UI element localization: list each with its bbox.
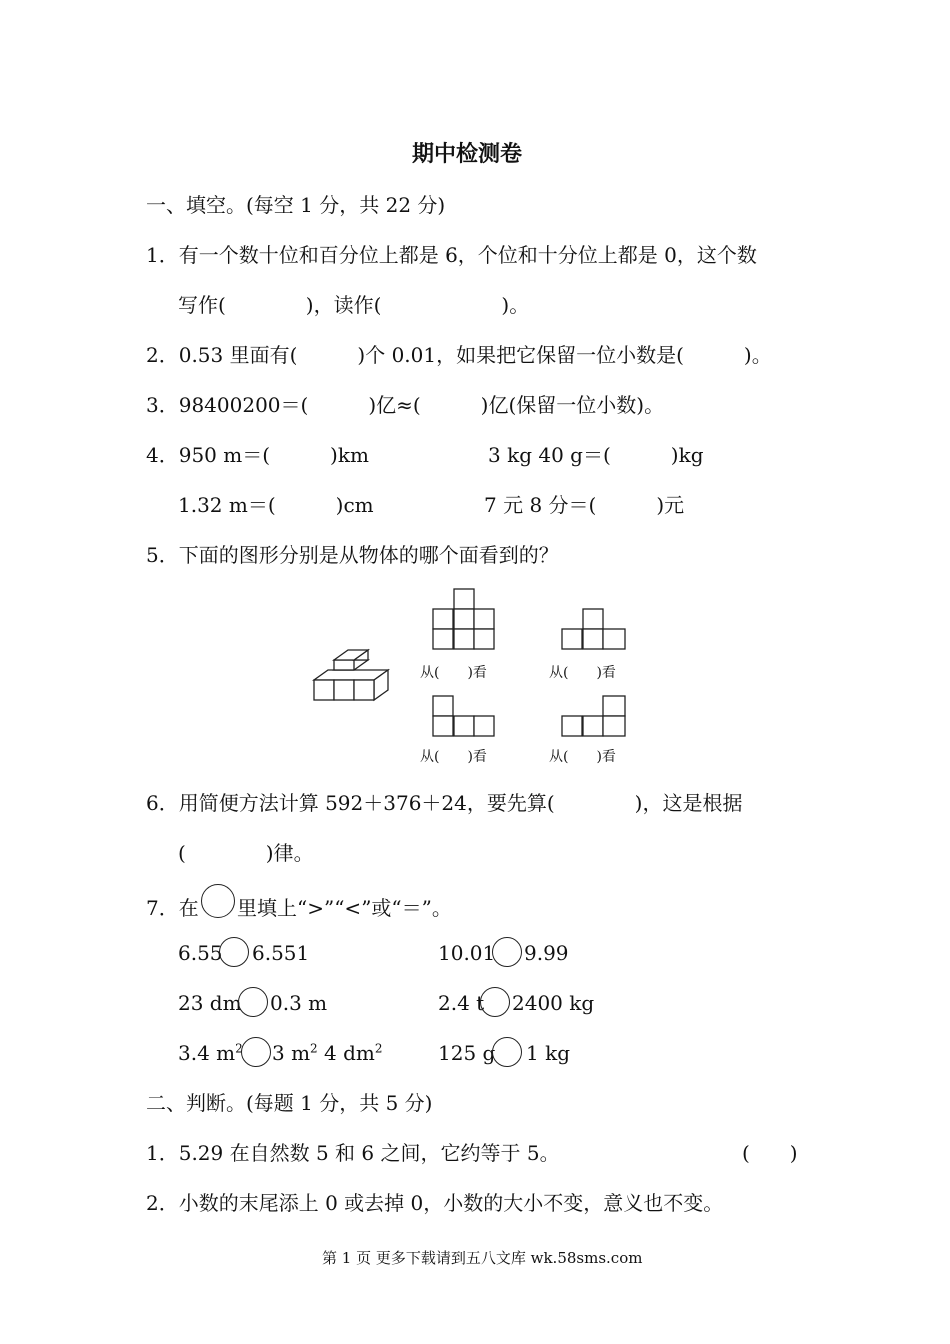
compare-circle-input[interactable] xyxy=(219,937,249,967)
section2-heading: 二、判断。(每题 1 分，共 5 分) xyxy=(146,1091,433,1115)
q6-line2: ( )律。 xyxy=(178,841,314,865)
view-label-3: 从( )看 xyxy=(420,749,487,765)
view-figure-1 xyxy=(432,588,496,652)
cmp-right: 0.3 m xyxy=(270,991,328,1015)
view-label-2: 从( )看 xyxy=(549,665,616,681)
cmp-right: 6.551 xyxy=(252,941,310,965)
superscript-2: 2 xyxy=(310,1041,318,1056)
judge-q2: 2．小数的末尾添上 0 或去掉 0，小数的大小不变，意义也不变。 xyxy=(146,1191,724,1215)
cmp-area-left: 3.4 m xyxy=(178,1041,236,1065)
q4-d: 7 元 8 分＝( )元 xyxy=(484,493,685,517)
page-footer: 第 1 页 更多下载请到五八文库 wk.58sms.com xyxy=(322,1249,643,1267)
q1-line1: 1．有一个数十位和百分位上都是 6，个位和十分位上都是 0，这个数 xyxy=(146,243,757,267)
cmp-right: 2400 kg xyxy=(512,991,595,1015)
cmp-right: 9.99 xyxy=(524,941,569,965)
judge-q1-answer-paren[interactable]: ( ) xyxy=(742,1141,798,1165)
superscript-2: 2 xyxy=(374,1041,383,1056)
q7-prefix: 7．在 xyxy=(146,896,199,920)
cube-object-figure xyxy=(312,648,392,703)
q3: 3．98400200＝( )亿≈( )亿(保留一位小数)。 xyxy=(146,393,665,417)
cmp-area-right-b: 4 dm xyxy=(317,1041,375,1065)
page-title: 期中检测卷 xyxy=(412,142,523,167)
compare-circle-input[interactable] xyxy=(238,987,268,1017)
view-figure-4 xyxy=(561,695,627,739)
q1-line2: 写作( )，读作( )。 xyxy=(178,293,530,317)
section1-heading: 一、填空。(每空 1 分，共 22 分) xyxy=(146,193,446,217)
judge-q1: 1．5.29 在自然数 5 和 6 之间，它约等于 5。 xyxy=(146,1141,560,1165)
view-figure-3 xyxy=(432,695,496,739)
compare-circle-input[interactable] xyxy=(241,1037,271,1067)
compare-circle-input[interactable] xyxy=(492,937,522,967)
q7-suffix: 里填上“>”“<”或“＝”。 xyxy=(237,896,452,920)
cmp-area-right-a: 3 m xyxy=(272,1041,311,1065)
cmp-left: 2.4 t xyxy=(438,991,485,1015)
cmp-left xyxy=(178,1040,243,1066)
cmp-left: 6.55 xyxy=(178,941,223,965)
q4-c: 1.32 m＝( )cm xyxy=(178,493,374,517)
q4-a: 4．950 m＝( )km xyxy=(146,443,369,467)
q4-b: 3 kg 40 g＝( )kg xyxy=(488,443,704,467)
view-label-1: 从( )看 xyxy=(420,665,487,681)
cmp-left: 23 dm xyxy=(178,991,242,1015)
cmp-right xyxy=(272,1040,383,1066)
q2: 2．0.53 里面有( )个 0.01，如果把它保留一位小数是( )。 xyxy=(146,343,772,367)
view-label-4: 从( )看 xyxy=(549,749,616,765)
circle-icon xyxy=(201,884,235,918)
cmp-left: 10.01 xyxy=(438,941,496,965)
view-figure-2 xyxy=(561,608,627,652)
cmp-right: 1 kg xyxy=(526,1041,571,1065)
q6-line1: 6．用简便方法计算 592＋376＋24，要先算( )，这是根据 xyxy=(146,791,743,815)
cmp-left: 125 g xyxy=(438,1041,496,1065)
compare-circle-input[interactable] xyxy=(480,987,510,1017)
q5: 5．下面的图形分别是从物体的哪个面看到的？ xyxy=(146,543,559,567)
superscript-2: 2 xyxy=(235,1041,243,1056)
compare-circle-input[interactable] xyxy=(492,1037,522,1067)
